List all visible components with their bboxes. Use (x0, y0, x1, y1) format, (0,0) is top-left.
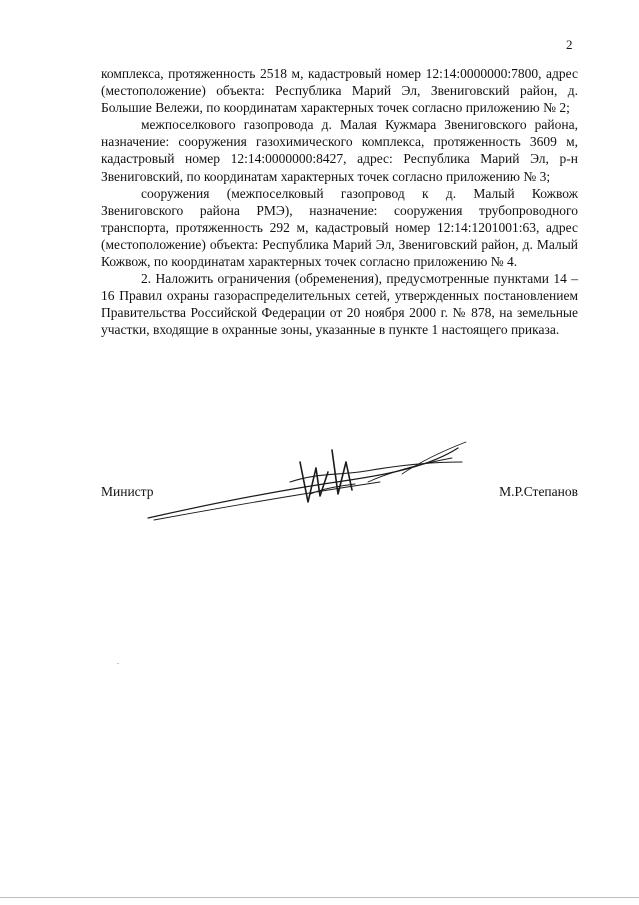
handwritten-signature (140, 432, 470, 527)
signature-block (101, 483, 578, 503)
signer-title: Министр (101, 484, 154, 499)
signer-name: М.Р.Степанов (499, 484, 578, 499)
scan-edge-line (0, 897, 639, 898)
page-number: 2 (566, 37, 573, 52)
scan-artifact (117, 663, 119, 664)
paragraph-object-2-continued: комплекса, протяженность 2518 м, кадастровый номер 12:14:0000000:7800, адрес (местоположение) объекта: Республика Марий Эл, Звениговский район, д. Большие Вележи, по координатам характерных точек согласно приложению № 2; (101, 66, 578, 116)
paragraph-object-3: межпоселкового газопровода д. Малая Кужмара Звениговского района, назначение: сооружения газохимического комплекса, протяженность 3609 м, кадастровый номер 12:14:0000000:8427, адрес: Республика Марий Эл, р-н Звениговский, по координатам характерных точек согласно приложению № 3; (101, 117, 578, 184)
paragraph-item-2: 2. Наложить ограничения (обременения), предусмотренные пунктами 14 – 16 Правил охраны газораспределительных сетей, утвержденных постановлением Правительства Российской Федерации от 20 ноября 2000 г. № 878, на земельные участки, входящие в охранные зоны, указанные в пункте 1 настоящего приказа. (101, 271, 578, 338)
paragraph-object-4: сооружения (межпоселковый газопровод к д. Малый Кожвож Звениговского района РМЭ), назначение: сооружения трубопроводного транспорта, протяженность 292 м, кадастровый номер 12:14:1201001:63, адрес (местоположение) объекта: Республика Марий Эл, Звениговский район, д. Малый Кожвож, по координатам характерных точек согласно приложению № 4. (101, 185, 578, 270)
document-body (101, 65, 578, 339)
